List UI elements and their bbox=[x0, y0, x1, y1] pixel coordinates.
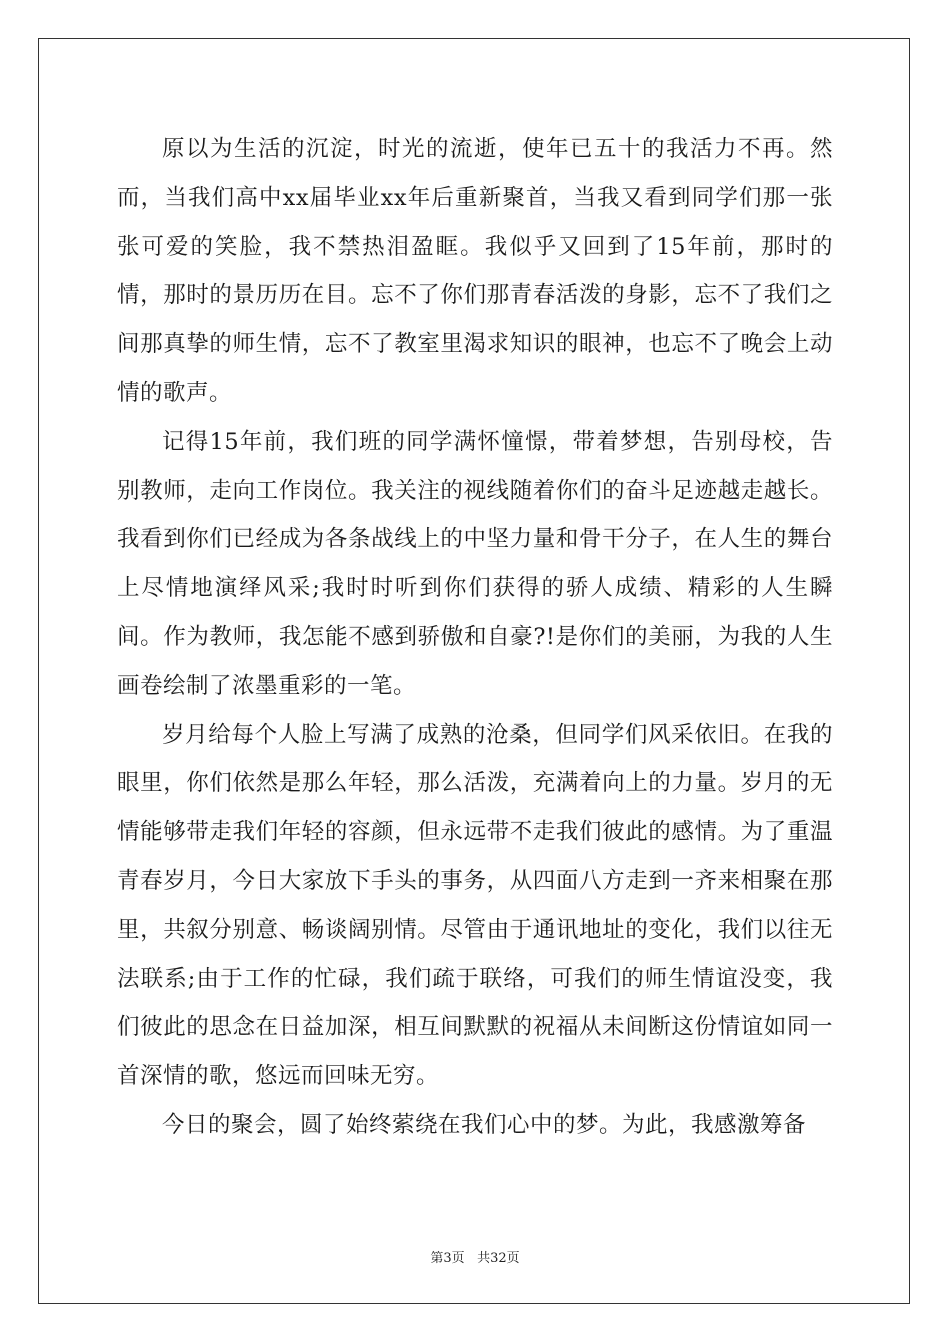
document-body bbox=[117, 125, 833, 1150]
page-number: 第3页 bbox=[430, 1251, 465, 1266]
page-total: 共32页 bbox=[477, 1251, 520, 1266]
page-footer bbox=[0, 1247, 950, 1266]
paragraph-1: 原以为生活的沉淀，时光的流逝，使年已五十的我活力不再。然而，当我们高中xx届毕业xx年后重新聚首，当我又看到同学们那一张张可爱的笑脸，我不禁热泪盈眶。我似乎又回到了15年前，那时的情，那时的景历历在目。忘不了你们那青春活泼的身影，忘不了我们之间那真挚的师生情，忘不了教室里渴求知识的眼神，也忘不了晚会上动情的歌声。 bbox=[117, 136, 833, 406]
paragraph-2: 记得15年前，我们班的同学满怀憧憬，带着梦想，告别母校，告别教师，走向工作岗位。我关注的视线随着你们的奋斗足迹越走越长。我看到你们已经成为各条战线上的中坚力量和骨干分子，在人生的舞台上尽情地演绎风采;我时时听到你们获得的骄人成绩、精彩的人生瞬间。作为教师，我怎能不感到骄傲和自豪?!是你们的美丽，为我的人生画卷绘制了浓墨重彩的一笔。 bbox=[117, 428, 833, 699]
paragraph-4: 今日的聚会，圆了始终萦绕在我们心中的梦。为此，我感激筹备 bbox=[162, 1111, 807, 1138]
paragraph-3: 岁月给每个人脸上写满了成熟的沧桑，但同学们风采依旧。在我的眼里，你们依然是那么年轻，那么活泼，充满着向上的力量。岁月的无情能够带走我们年轻的容颜，但永远带不走我们彼此的感情。为了重温青春岁月，今日大家放下手头的事务，从四面八方走到一齐来相聚在那里，共叙分别意、畅谈阔别情。尽管由于通讯地址的变化，我们以往无法联系;由于工作的忙碌，我们疏于联络，可我们的师生情谊没变，我们彼此的思念在日益加深，相互间默默的祝福从未间断这份情谊如同一首深情的歌，悠远而回味无穷。 bbox=[117, 721, 833, 1090]
footer-spacer bbox=[465, 1251, 477, 1266]
